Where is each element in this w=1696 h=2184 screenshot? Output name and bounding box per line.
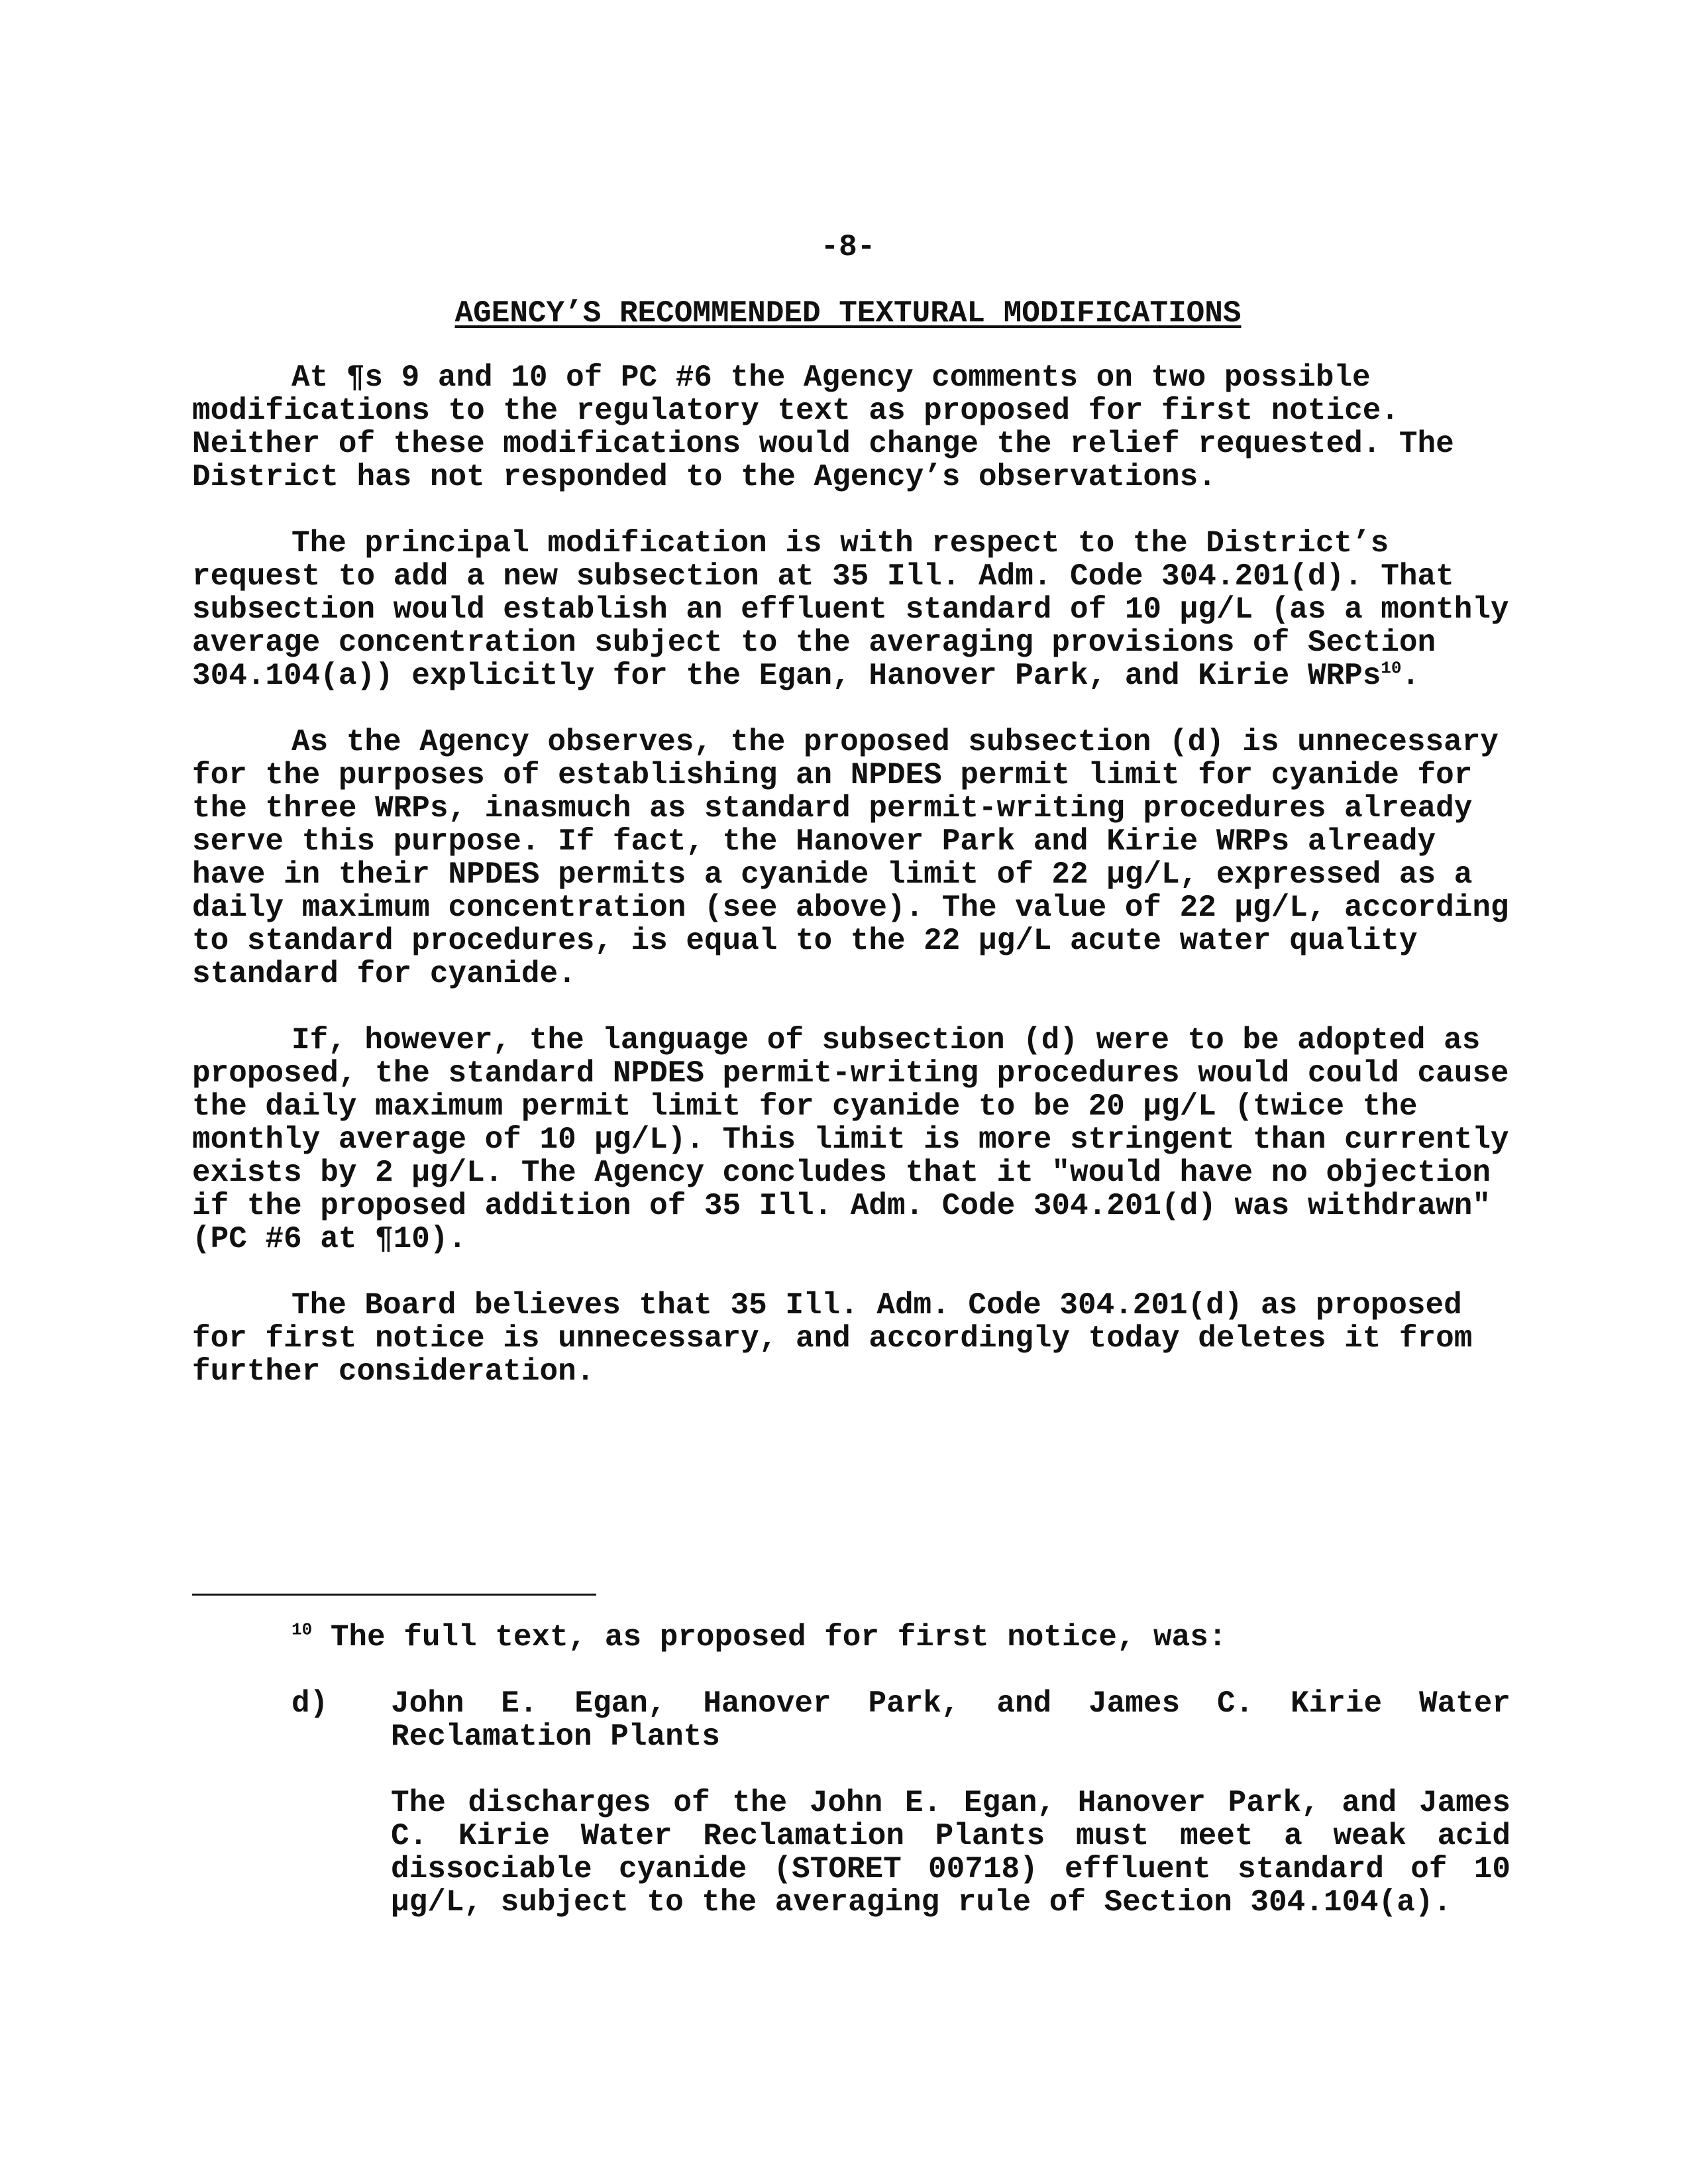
paragraph-4: If, however, the language of subsection (d) were to be adopted as proposed, the standard NPDES permit-writing procedures would could cause the daily maximum permit limit for cyanide to be 20 μg/L (twice the monthly average of 10 μg/L). This limit is more stringent than currently exists by 2 μg/L. The Agency concludes that it "would have no objection if the proposed addition of 35 Ill. Adm. Code 304.201(d) was withdrawn" (PC #6 at ¶10). [192,1023,1509,1256]
page-number: -8- [820,230,876,264]
body-text [192,361,1510,1421]
subsection-label: d) [292,1686,329,1721]
paragraph-1: At ¶s 9 and 10 of PC #6 the Agency comments on two possible modifications to the regulatory text as proposed for first notice. Neither of these modifications would change the relief requested. The District has not responded to the Agency’s observations. [192,360,1454,494]
subsection-body: The discharges of the John E. Egan, Hanover Park, and James C. Kirie Water Reclamation Plants must meet a weak acid dissociable cyanide (STORET 00718) effluent standard of 10 μg/L, subject to the averaging rule of Section 304.104(a). [391,1786,1510,1920]
footnote-separator [192,1594,596,1596]
footnote-text: The full text, as proposed for first notice, was: [330,1620,1227,1655]
paragraph-5: The Board believes that 35 Ill. Adm. Code 304.201(d) as proposed for first notice is unnecessary, and accordingly today deletes it from further consideration. [192,1288,1473,1389]
section-heading: AGENCY’S RECOMMENDED TEXTURAL MODIFICATIONS [454,296,1242,331]
footnote-number: 10 [292,1619,313,1640]
subsection-title: John E. Egan, Hanover Park, and James C. Kirie Water Reclamation Plants [391,1686,1510,1754]
footnote-reference: 10 [1381,658,1402,679]
paragraph-2-text: The principal modification is with respect to the District’s request to add a new subsection at 35 Ill. Adm. Code 304.201(d). That subsection would establish an effluent standard of 10 μg/L (as a monthly average concentration subject to the averaging provisions of Section 304.104(a)) explicitly for the Egan, Hanover Park, and Kirie WRPs [192,526,1509,693]
paragraph-2 [192,527,1510,692]
footnote [292,1621,1510,1654]
paragraph-2-end: . [1401,659,1420,693]
paragraph-3: As the Agency observes, the proposed subsection (d) is unnecessary for the purposes of establishing an NPDES permit limit for cyanide for the three WRPs, inasmuch as standard permit-writing procedures already serve this purpose. If fact, the Hanover Park and Kirie WRPs already have in their NPDES permits a cyanide limit of 22 μg/L, expressed as a daily maximum concentration (see above). The value of 22 μg/L, according to standard procedures, is equal to the 22 μg/L acute water quality standard for cyanide. [192,725,1509,991]
